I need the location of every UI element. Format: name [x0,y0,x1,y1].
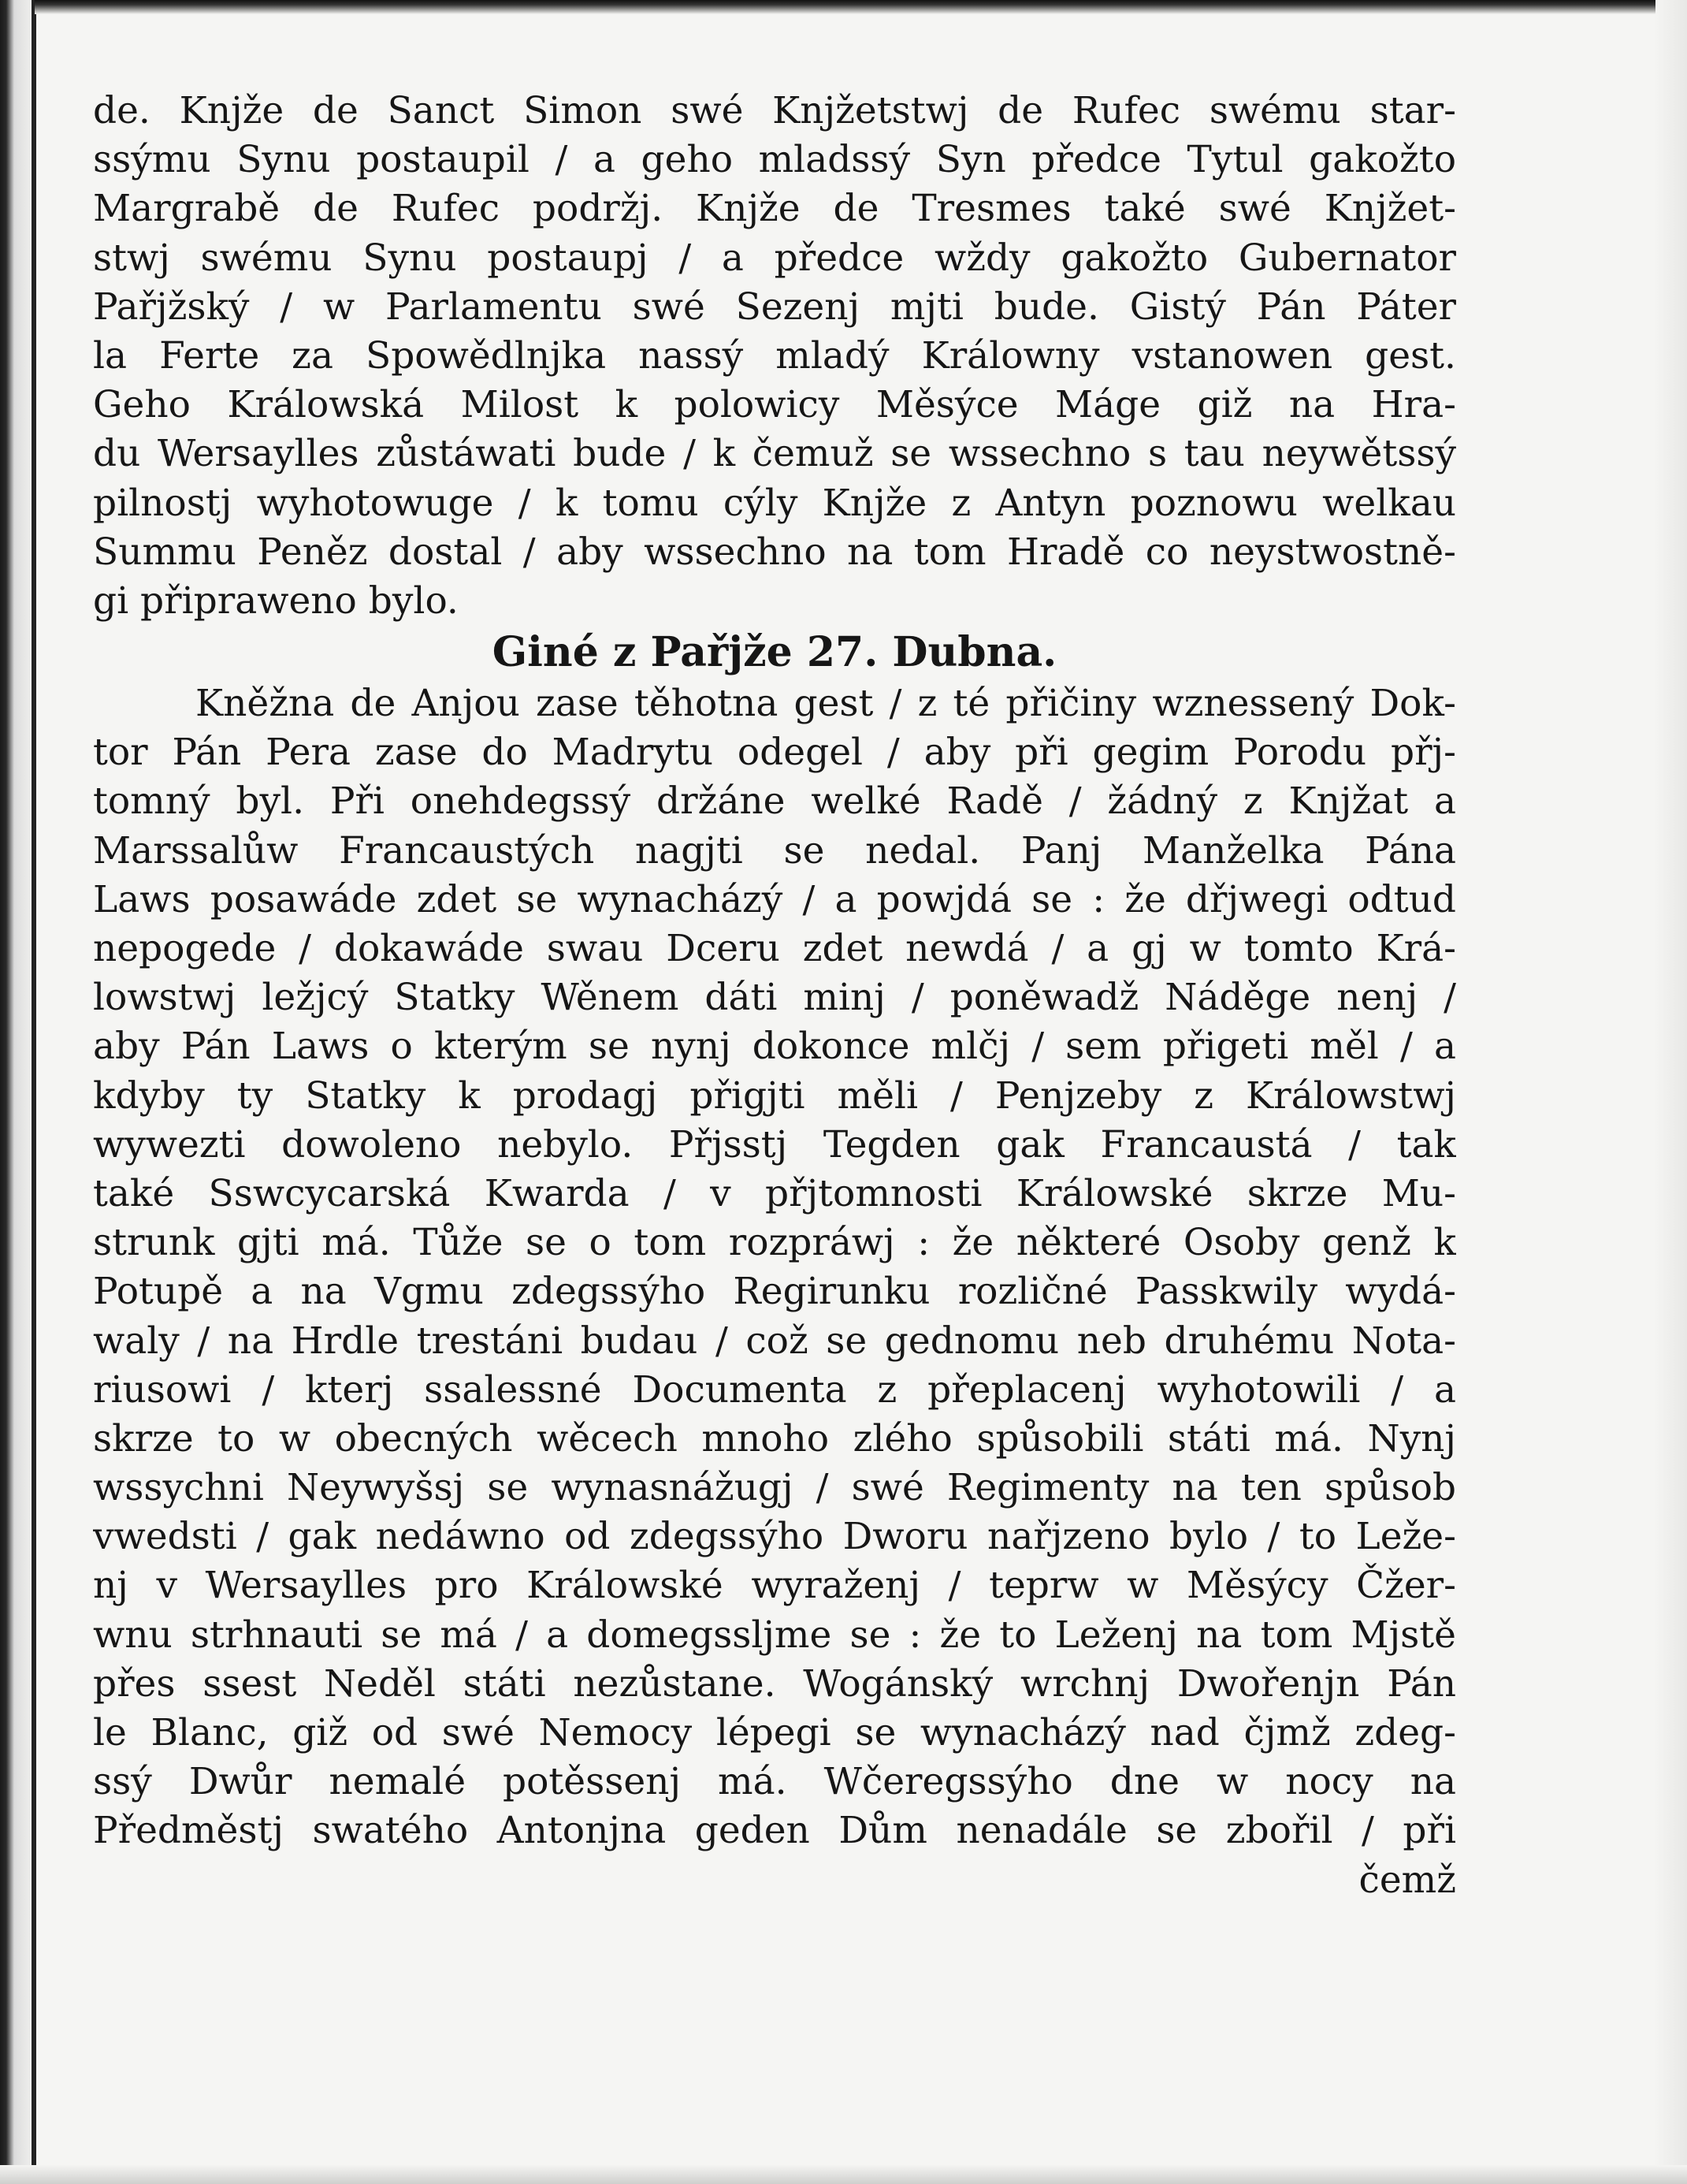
text-line: le Blanc, giž od swé Nemocy lépegi se wynacházý nad čjmž zdeg- [93,1711,1456,1754]
text-line: gi připraweno bylo. [93,579,459,623]
text-line: de. Knjže de Sanct Simon swé Knjžetstwj de Rufec swému star- [93,89,1456,132]
scan-left-edge [0,0,35,2184]
text-line: Předměstj swatého Antonjna geden Dům nenadále se zbořil / při [93,1809,1456,1853]
text-line: Kněžna de Anjou zase těhotna gest / z té přičiny wznessený Dok- [195,682,1456,726]
text-line: wnu strhnauti se má / a domegssljme se : že to Leženj na tom Mjstě [93,1613,1456,1657]
catchword: čemž [1358,1858,1456,1902]
scan-binding-shadow [32,0,36,2184]
text-line: Laws posawáde zdet se wynacházý / a powjdá se : že dřjwegi odtud [93,877,1456,921]
text-line: du Wersaylles zůstáwati bude / k čemuž se wssechno s tau neywětssý [93,432,1456,476]
text-line: pilnostj wyhotowuge / k tomu cýly Knjže z Antyn poznowu welkau [93,481,1456,525]
text-line: Summu Peněz dostal / aby wssechno na tom Hradě co neystwostně- [93,530,1456,574]
text-line: Geho Králowská Milost k polowicy Měsýce Máge giž na Hra- [93,383,1456,427]
text-line: wssychni Neywyšsj se wynasnážugj / swé Regimenty na ten spůsob [93,1466,1456,1510]
text-line: Marssalůw Francaustých nagjti se nedal. Panj Manželka Pána [93,828,1456,872]
text-line: la Ferte za Spowědlnjka nassý mladý Králowny vstanowen gest. [93,333,1456,378]
text-line: kdyby ty Statky k prodagj přigjti měli / Penjzeby z Králowstwj [93,1073,1456,1118]
text-line: lowstwj ležjcý Statky Wěnem dáti minj / poněwadž Náděge nenj / [93,976,1456,1020]
text-line: Margrabě de Rufec podržj. Knjže de Tresmes také swé Knjžet- [93,187,1456,231]
scan-bottom-edge [0,2165,1687,2184]
text-line: Pařjžský / w Parlamentu swé Sezenj mjti bude. Gistý Pán Páter [93,285,1456,329]
text-line: přes ssest Neděl státi nezůstane. Wogánský wrchnj Dwořenjn Pán [93,1661,1456,1706]
text-line: wywezti dowoleno nebylo. Přjsstj Tegden gak Francaustá / tak [93,1122,1456,1166]
text-line: riusowi / kterj ssalessné Documenta z přeplacenj wyhotowili / a [93,1367,1456,1412]
paragraph-top [93,87,1456,626]
text-line: aby Pán Laws o kterým se nynj dokonce mlčj / sem přigeti měl / a [93,1025,1456,1069]
text-line: stwj swému Synu postaupj / a předce wždy gakožto Gubernator [93,236,1456,280]
text-line: také Sswcycarská Kwarda / v přjtomnosti Králowské skrze Mu- [93,1171,1456,1215]
text-line: strunk gjti má. Tůže se o tom rozpráwj : že některé Osoby genž k [93,1221,1456,1265]
scan-top-edge [35,0,1687,14]
paragraph-main [93,679,1456,1856]
text-line: ssý Dwůr nemalé potěssenj má. Wčeregssýho dne w nocy na [93,1760,1456,1804]
text-line: skrze to w obecných wěcech mnoho zlého spůsobili státi má. Nynj [93,1416,1456,1460]
document-page [93,87,1456,2120]
text-line: waly / na Hrdle trestáni budau / což se gednomu neb druhému Nota- [93,1319,1456,1363]
section-heading: Giné z Pařjže 27. Dubna. [492,628,1057,677]
text-line: vwedsti / gak nedáwno od zdegssýho Dworu nařjzeno bylo / to Leže- [93,1515,1456,1559]
text-line: nj v Wersaylles pro Králowské wyraženj / teprw w Měsýcy Čžer- [93,1564,1456,1608]
text-line: ssýmu Synu postaupil / a geho mladssý Syn předce Tytul gakožto [93,138,1456,182]
scan-right-edge [1655,0,1687,2184]
text-line: tomný byl. Při onehdegssý držáne welké Radě / žádný z Knjžat a [93,779,1456,824]
text-line: Potupě a na Vgmu zdegssýho Regirunku rozličné Passkwily wydá- [93,1270,1456,1314]
text-line: tor Pán Pera zase do Madrytu odegel / aby při gegim Porodu přj- [93,731,1456,775]
text-line: nepogede / dokawáde swau Dceru zdet newdá / a gj w tomto Krá- [93,927,1456,970]
